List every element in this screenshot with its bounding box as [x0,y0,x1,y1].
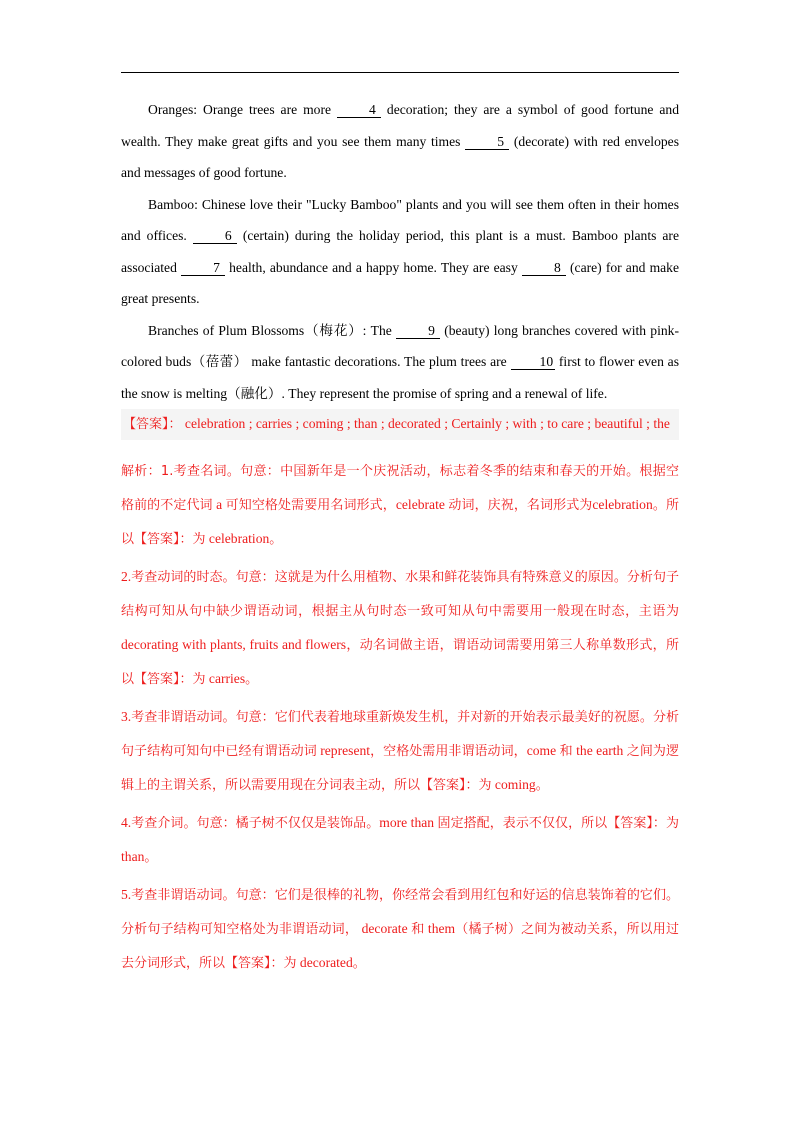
explanation-2-part: 。 [245,672,259,687]
explanation-4-part: 固定搭配，表示不仅仅，所以【答案】：为 [437,816,679,831]
oranges-text-3: (decorate) with red envelopes and messages of good fortune. [121,133,679,180]
explanation-5-part: decorated [296,955,353,970]
bamboo-text-1: Bamboo: Chinese love their "Lucky Bamboo" plants and you will see them often in their homes and offices. [121,196,679,243]
explanation-1 [121,454,679,556]
explanation-5-part: 和 [411,922,425,937]
explanation-3-part: ，空格处需用非谓语动词， [370,744,527,759]
explanation-5-part: 。 [352,956,366,971]
plum-text-1: Branches of Plum Blossoms（梅花）: The [148,322,397,338]
blank-7: 7 [181,260,225,276]
explanation-2-part: carries [205,671,246,686]
explanation-3-part: represent [316,743,371,758]
explanation-5-part: （橘子树）之间为被动关系，所以用过去分词形式，所以【答案】：为 [121,922,679,971]
explanation-1-part: 动词，庆祝，名词形式为 [448,498,593,513]
explanation-4-part: more than [379,815,438,830]
explanation-3-part: 。 [535,778,549,793]
explanation-1-part: 可知空格处需要用名词形式， [225,498,396,513]
explanation-2 [121,560,679,696]
explanation-1-part: 。所以【答案】：为 [121,498,679,547]
answer-text: celebration ; carries ; coming ; than ; decorated ; Certainly ; with ; to care ; beautiful ; the [181,416,670,431]
plum-text-2: (beauty) long branches covered with pink-colored buds（蓓蕾） make fantastic decorations. The plum trees are [121,322,679,369]
explanation-5 [121,878,679,980]
blank-10: 10 [511,354,556,370]
explanations [121,454,679,980]
plum-text-3: first to flower even as the snow is melting（融化）. They represent the promise of spring and a renewal of life. [121,354,679,401]
document-body [121,94,679,980]
explanation-4-part: 4. [121,815,132,830]
explanation-2-part: decorating with plants, fruits and flowers [121,637,347,652]
explanation-3-part: 之间为逻辑上的主谓关系，所以需要用现在分词表主动，所以【答案】：为 [121,744,679,793]
answer-block [121,409,679,440]
explanation-1-part: a [212,497,226,512]
blank-8: 8 [522,260,566,276]
explanation-3-part: come [526,743,560,758]
explanation-5-part: 考查非谓语动词。句意：它们是很棒的礼物，你经常会看到用红包和好运的信息装饰着的它们。分析句子结构可知空格处为非谓语动词， [121,888,679,937]
explanation-4 [121,806,679,874]
explanation-2-part: 2. [121,569,132,584]
blank-5: 5 [465,134,509,150]
explanation-3 [121,700,679,802]
explanation-4-part: 。 [144,850,158,865]
explanation-3-part: the earth [572,743,627,758]
paragraph-oranges [121,94,679,189]
paragraph-plum [121,315,679,410]
oranges-text-1: Oranges: Orange trees are more [148,102,337,117]
explanation-1-part: celebration [592,497,653,512]
explanation-2-part: 考查动词的时态。句意：这就是为什么用植物、水果和鲜花装饰具有特殊意义的原因。分析句子结构可知从句中缺少谓语动词，根据主从句时态一致可知从句中需要用一般现在时态，主语为 [121,570,679,619]
blank-4: 4 [337,102,381,118]
blank-9: 9 [396,323,440,339]
explanation-3-part: 3. [121,709,132,724]
explanation-1-part: celebrate [395,497,449,512]
bamboo-text-4: (care) for and make great presents. [121,259,680,306]
explanation-5-part: 5. [121,887,132,902]
explanation-5-part: decorate [358,921,412,936]
paragraph-bamboo [121,189,679,315]
explanation-3-part: 考查非谓语动词。句意：它们代表着地球重新焕发生机，并对新的开始表示最美好的祝愿。分析句子结构可知句中已经有谓语动词 [121,710,679,759]
explanation-3-part: coming [491,777,536,792]
oranges-text-2: decoration; they are a symbol of good fortune and wealth. They make great gifts and you see them many times [121,102,679,149]
explanation-1-part: celebration [205,531,270,546]
header-rule [121,72,679,73]
explanation-3-part: 和 [559,744,573,759]
explanation-1-part: 解析：1.考查名词。句意：中国新年是一个庆祝活动，标志着冬季的结束和春天的开始。根据空格前的不定代词 [121,464,679,513]
bamboo-text-2: (certain) during the holiday period, this plant is a must. Bamboo plants are associated [121,228,679,275]
bamboo-text-3: health, abundance and a happy home. They are easy [225,259,522,275]
explanation-1-part: 。 [269,532,283,547]
explanation-2-part: ，动名词做主语，谓语动词需要用第三人称单数形式，所以【答案】：为 [121,638,679,687]
explanation-4-part: 考查介词。句意：橘子树不仅仅是装饰品。 [131,816,380,831]
explanation-4-part: than [121,849,145,864]
blank-6: 6 [193,228,237,244]
answer-label: 【答案】： [123,417,182,432]
explanation-5-part: them [424,921,456,936]
